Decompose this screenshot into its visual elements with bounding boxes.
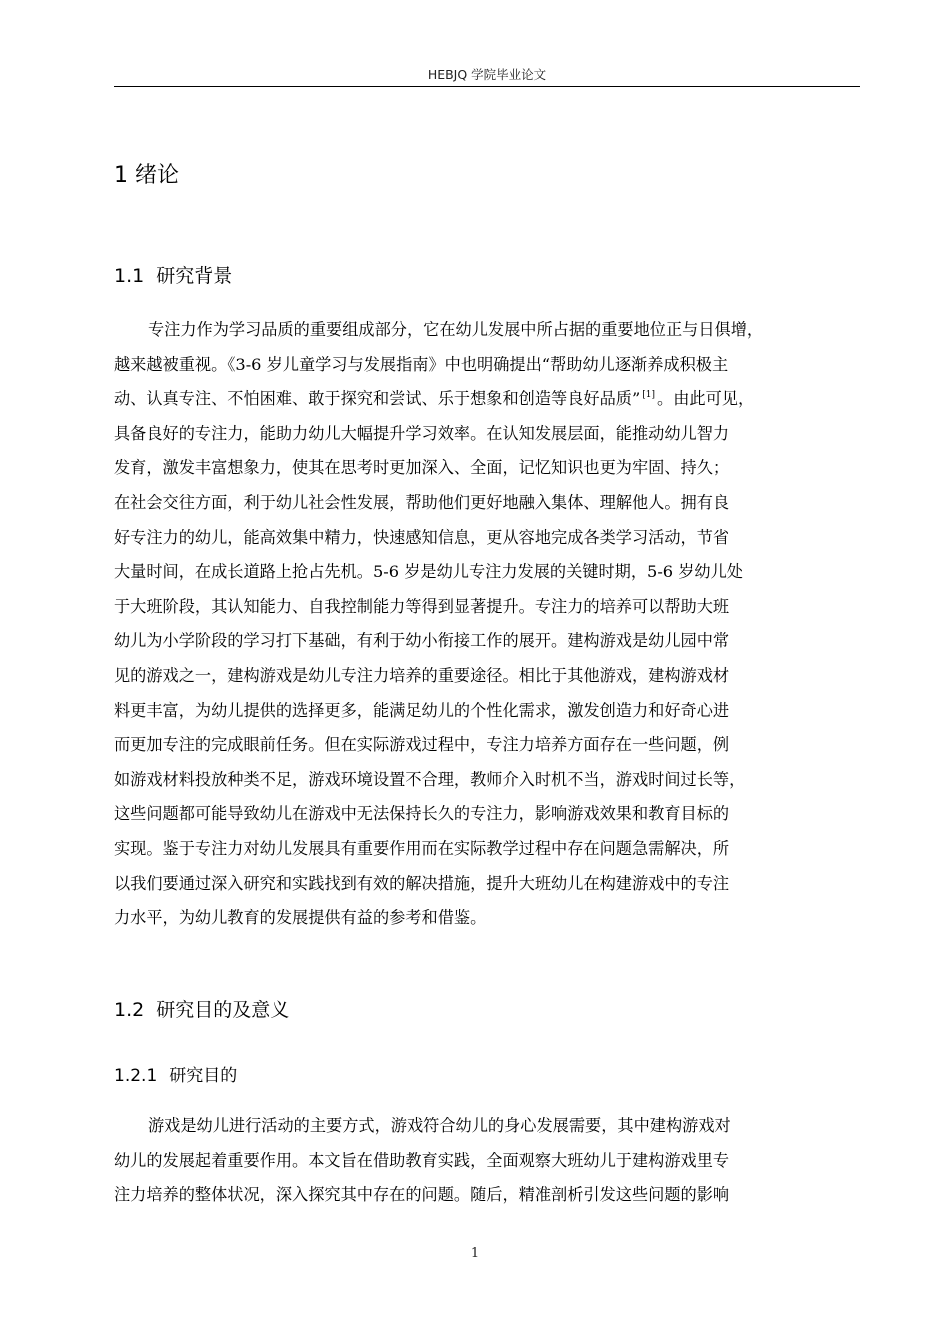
chapter-title: 绪论 [135,163,180,188]
paragraph-line: 专注力作为学习品质的重要组成部分，它在幼儿发展中所占据的重要地位正与日俱增， [148,320,764,339]
paragraph-line: 以我们要通过深入研究和实践找到有效的解决措施，提升大班幼儿在构建游戏中的专注 [114,873,730,893]
citation-reference[interactable]: [1] [642,390,656,401]
paragraph-line-segment: 动、认真专注、不怕困难、敢于探究和尝试、乐于想象和创造等良好品质” [114,389,641,409]
subsection-number: 1.2.1 [114,1066,158,1086]
paragraph-line: 越来越被重视。《3-6 岁儿童学习与发展指南》中也明确提出“帮助幼儿逐渐养成积极主 [114,354,729,374]
paragraph-line: 这些问题都可能导致幼儿在游戏中无法保持长久的专注力，影响游戏效果和教育目标的 [114,804,730,824]
section-number: 1.1 [114,265,145,287]
paragraph-line: 具备良好的专注力，能助力幼儿大幅提升学习效率。在认知发展层面，能推动幼儿智力 [114,423,730,443]
paragraph-line: 料更丰富，为幼儿提供的选择更多，能满足幼儿的个性化需求，激发创造力和好奇心进 [114,700,730,720]
paragraph-line: 幼儿为小学阶段的学习打下基础，有利于幼小衔接工作的展开。建构游戏是幼儿园中常 [114,631,730,651]
paragraph-line: 如游戏材料投放种类不足，游戏环境设置不合理，教师介入时机不当，游戏时间过长等， [114,769,746,789]
paragraph-line: 力水平，为幼儿教育的发展提供有益的参考和借鉴。 [114,908,487,928]
paragraph-line: 于大班阶段，其认知能力、自我控制能力等得到显著提升。专注力的培养可以帮助大班 [114,596,730,616]
paragraph-line: 好专注力的幼儿，能高效集中精力，快速感知信息，更从容地完成各类学习活动，节省 [114,527,730,547]
page-number: 1 [470,1246,480,1261]
section-number: 1.2 [114,999,145,1021]
section-title: 研究背景 [156,265,233,287]
paragraph-line: 见的游戏之一，建构游戏是幼儿专注力培养的重要途径。相比于其他游戏，建构游戏材 [114,665,730,685]
paragraph-line: 大量时间，在成长道路上抢占先机。5-6 岁是幼儿专注力发展的关键时期，5-6 岁幼儿处 [114,562,743,582]
paragraph-line-segment: 。由此可见， [657,389,755,409]
paragraph-research-background [114,313,860,936]
paragraph-line: 幼儿的发展起着重要作用。本文旨在借助教育实践，全面观察大班幼儿于建构游戏里专 [114,1150,730,1170]
section-heading-1-2 [114,995,289,1025]
subsection-heading-1-2-1 [114,1062,237,1090]
section-heading-1-1 [114,261,232,291]
header-divider [114,86,860,87]
paragraph-research-purpose [114,1109,860,1213]
paragraph-line: 在社会交往方面，利于幼儿社会性发展，帮助他们更好地融入集体、理解他人。拥有良 [114,492,730,512]
section-title: 研究目的及意义 [156,999,290,1021]
paragraph-line: 发育，激发丰富想象力，使其在思考时更加深入、全面，记忆知识也更为牢固、持久； [114,458,730,478]
paragraph-line: 实现。鉴于专注力对幼儿发展具有重要作用而在实际教学过程中存在问题急需解决，所 [114,838,730,858]
paragraph-line [114,382,860,417]
paragraph-line: 游戏是幼儿进行活动的主要方式，游戏符合幼儿的身心发展需要，其中建构游戏对 [148,1116,731,1135]
paragraph-line: 而更加专注的完成眼前任务。但在实际游戏过程中，专注力培养方面存在一些问题，例 [114,735,730,755]
paragraph-line: 注力培养的整体状况，深入探究其中存在的问题。随后，精准剖析引发这些问题的影响 [114,1185,730,1205]
chapter-heading [114,158,179,194]
subsection-title: 研究目的 [169,1066,238,1086]
running-header: HEBJQ 学院毕业论文 [427,67,547,82]
chapter-number: 1 [114,163,128,188]
